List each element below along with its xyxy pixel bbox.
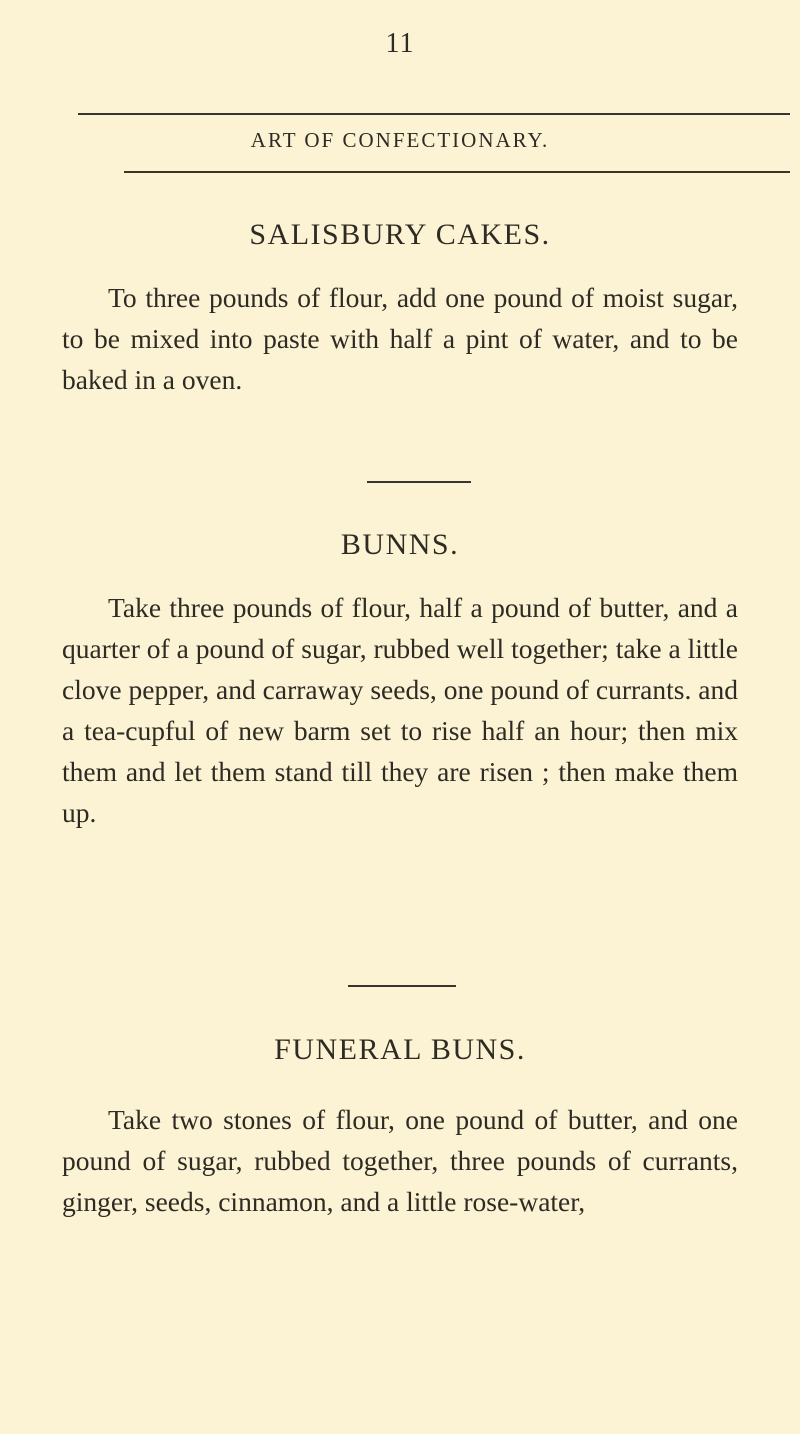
page-number: 11 [385,28,415,59]
section-title-salisbury-cakes: SALISBURY CAKES. [249,218,551,251]
section-title-bunns: BUNNS. [340,528,460,561]
section-title-funeral-buns: FUNERAL BUNS. [274,1033,526,1066]
section-body-bunns: Take three pounds of flour, half a pound of butter, and a quarter of a pound of sugar, rubbed well together; take a little clove pepper, and carraway seeds, one pound of currants. and a tea-cupful of new barm set to rise half an hour; then mix them and let them stand till they are risen ; then make them up. [62,592,738,828]
section-separator [367,481,471,483]
header-rule [124,171,790,173]
section-body-salisbury-cakes: To three pounds of flour, add one pound of moist sugar, to be mixed into paste with half a pint of water, and to be baked in a oven. [62,282,738,395]
section-body-funeral-buns: Take two stones of flour, one pound of butter, and one pound of sugar, rubbed together, three pounds of currants, ginger, seeds, cinnamon, and a little rose-water, [62,1104,738,1217]
top-rule [78,113,790,115]
section-separator [348,985,456,987]
running-head: ART OF CONFECTIONARY. [250,128,550,152]
